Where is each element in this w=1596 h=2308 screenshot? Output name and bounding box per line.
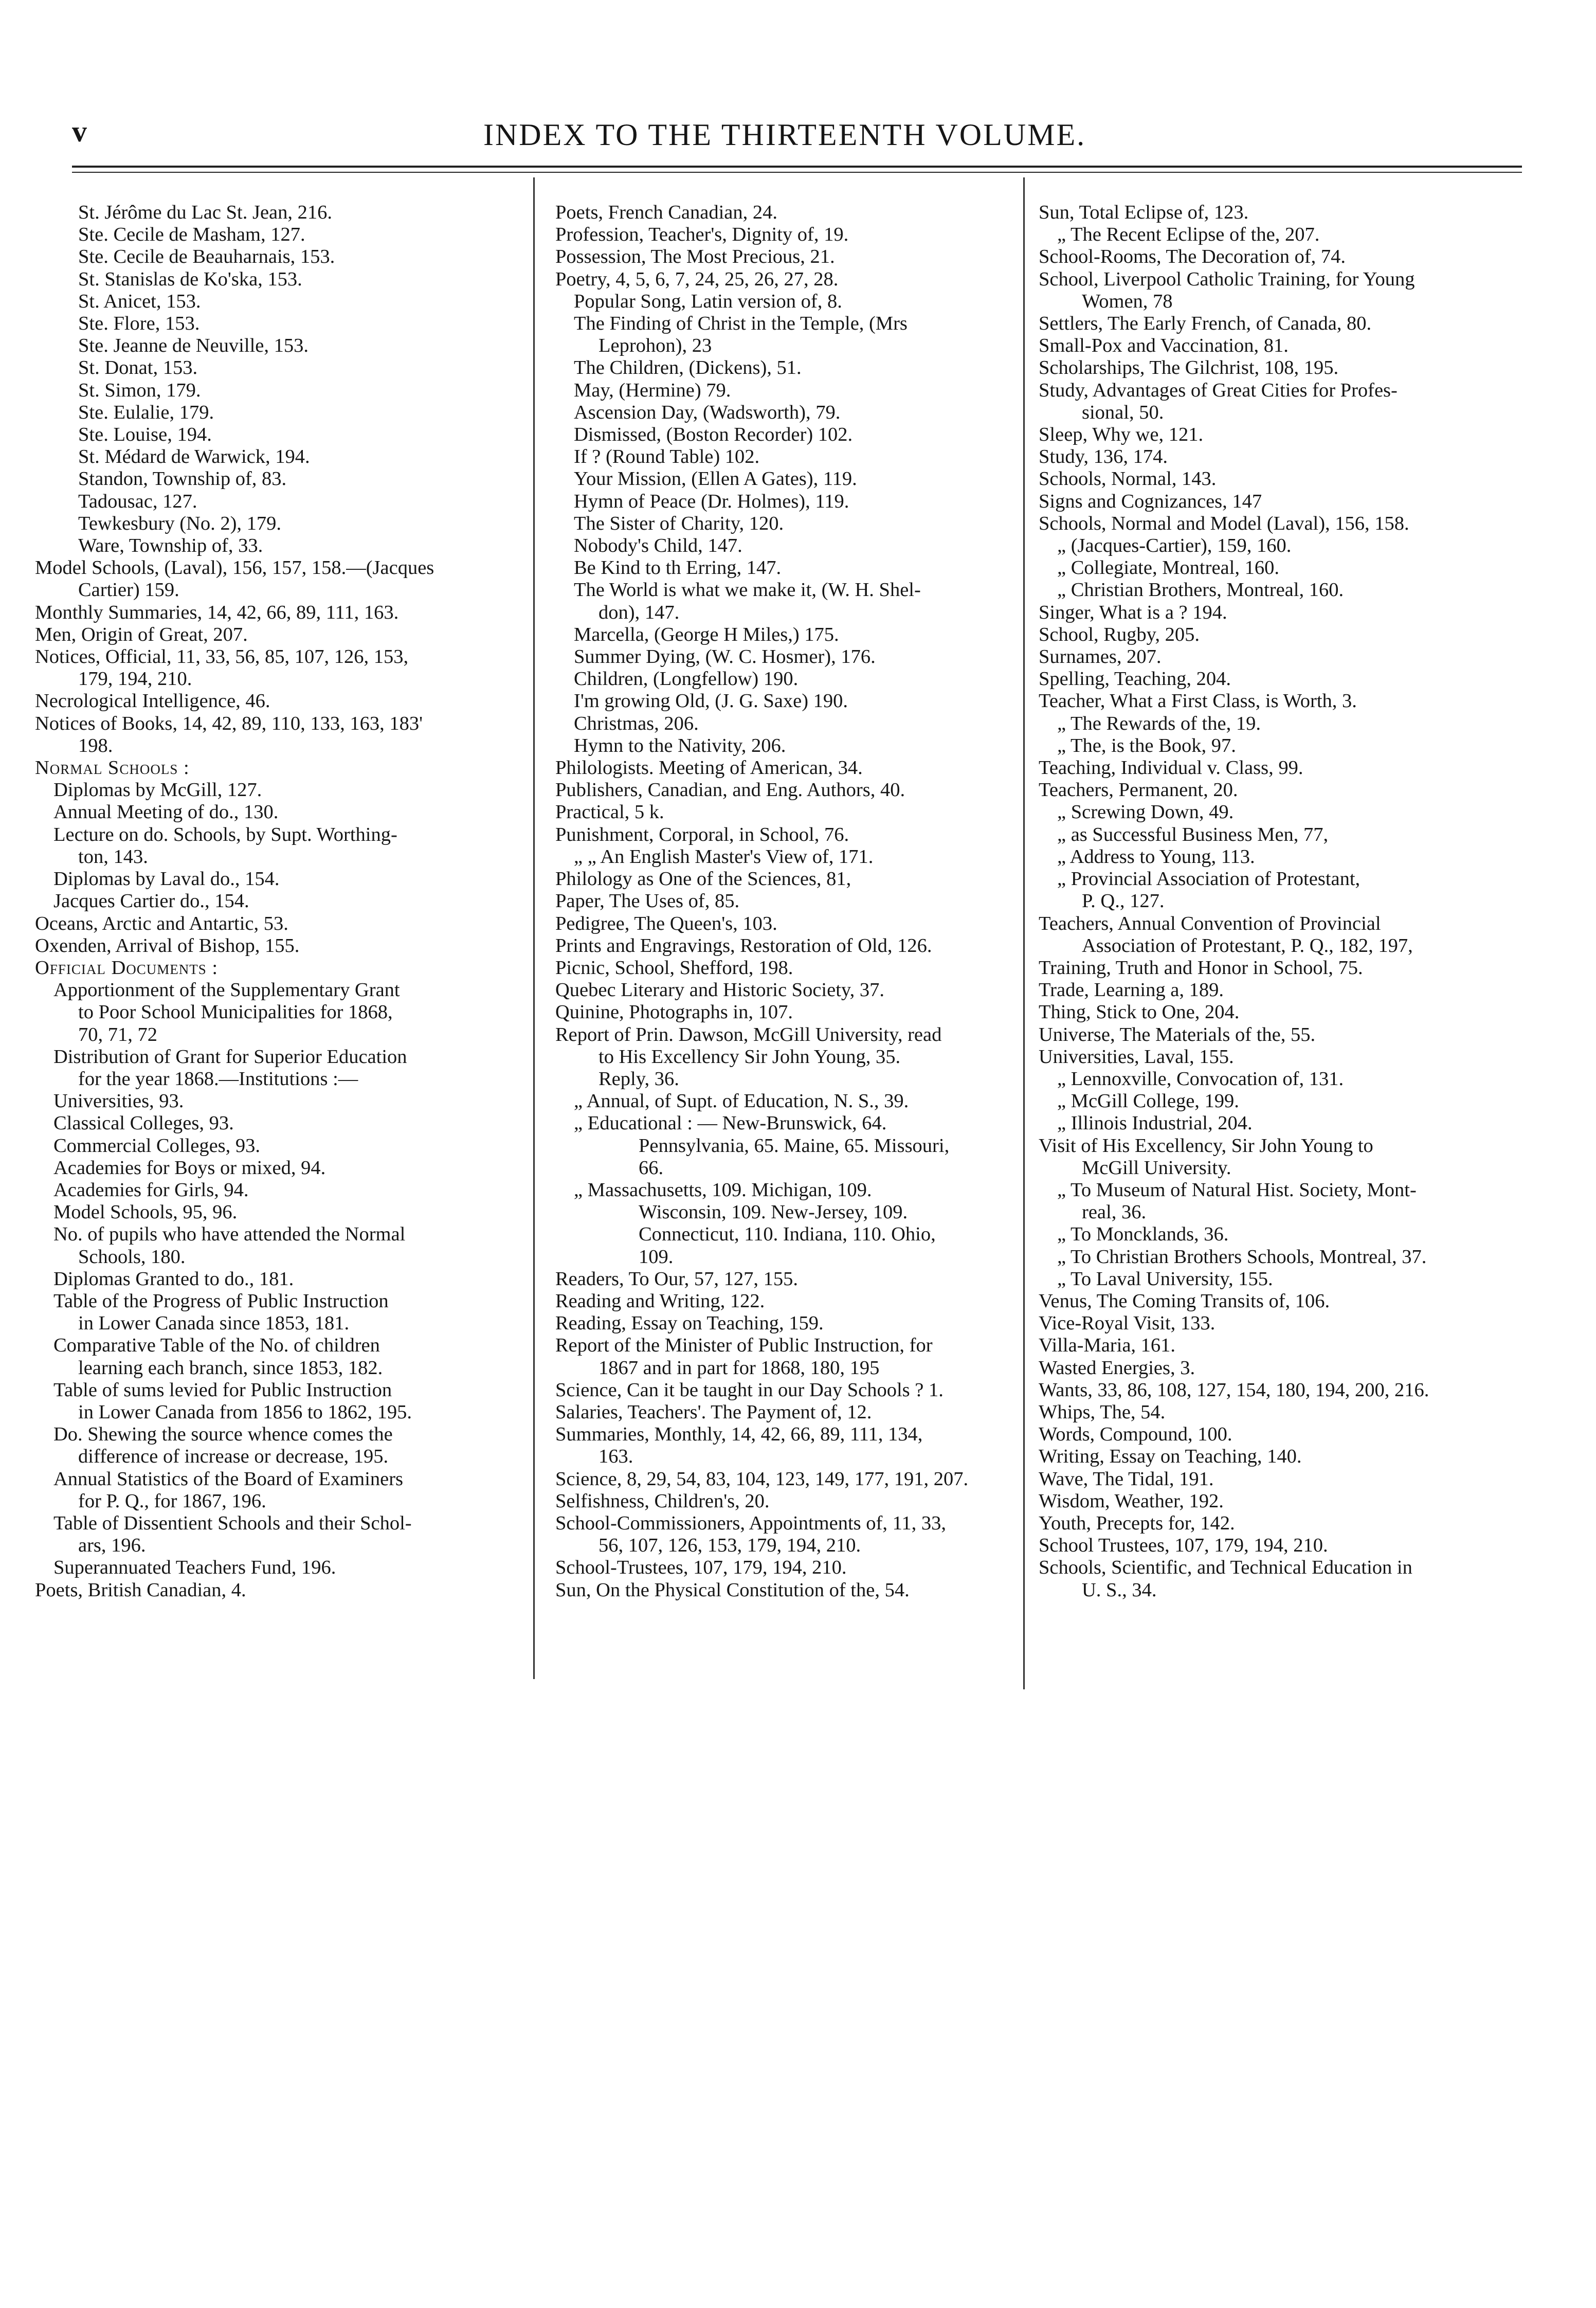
index-entry: Necrological Intelligence, 46. [35,690,270,712]
index-entry: Christmas, 206. [574,712,699,734]
index-entry: Annual Statistics of the Board of Examiners [53,1468,404,1490]
index-entry: Report of Prin. Dawson, McGill University, read [555,1023,942,1045]
index-entry: „ Provincial Association of Protestant, [1057,868,1361,890]
index-entry: Sun, Total Eclipse of, 123. [1039,202,1249,223]
column-divider [533,177,535,1679]
index-entry: „ To Museum of Natural Hist. Society, Mont- [1057,1179,1417,1201]
index-entry: Commercial Colleges, 93. [53,1134,261,1157]
index-entry: difference of increase or decrease, 195. [78,1446,389,1468]
index-entry: St. Simon, 179. [78,379,201,401]
index-entry: Philology as One of the Sciences, 81, [555,868,851,890]
index-entry: Salaries, Teachers'. The Payment of, 12. [555,1401,872,1423]
index-entry: Notices, Official, 11, 33, 56, 85, 107, 126, 153, [35,646,409,668]
index-entry: 66. [639,1157,664,1179]
index-entry: Academies for Girls, 94. [53,1179,249,1201]
index-entry: Words, Compound, 100. [1039,1423,1232,1446]
index-entry: Teachers, Annual Convention of Provincial [1039,912,1381,934]
index-entry: Picnic, School, Shefford, 198. [555,957,793,979]
index-entry: St. Anicet, 153. [78,290,201,312]
index-entry: ton, 143. [78,845,148,868]
index-entry: Punishment, Corporal, in School, 76. [555,823,849,845]
index-entry: Annual Meeting of do., 130. [53,801,279,823]
index-entry: Writing, Essay on Teaching, 140. [1039,1446,1302,1468]
index-entry: Ste. Cecile de Masham, 127. [78,224,305,246]
index-entry: Wave, The Tidal, 191. [1039,1468,1214,1490]
index-entry: Whips, The, 54. [1039,1401,1166,1423]
index-entry: Table of Dissentient Schools and their Schol- [53,1512,412,1534]
index-entry: 1867 and in part for 1868, 180, 195 [598,1357,880,1379]
index-entry: Jacques Cartier do., 154. [53,890,249,912]
index-entry: Teachers, Permanent, 20. [1039,779,1238,801]
index-entry: real, 36. [1082,1201,1147,1223]
page-title: INDEX TO THE THIRTEENTH VOLUME. [483,118,1086,152]
index-entry: Monthly Summaries, 14, 42, 66, 89, 111, 163. [35,601,399,623]
index-entry: Possession, The Most Precious, 21. [555,246,835,268]
index-entry: Readers, To Our, 57, 127, 155. [555,1268,798,1290]
index-entry: 198. [78,734,113,756]
index-entry: Oceans, Arctic and Antartic, 53. [35,912,288,934]
index-entry: Marcella, (George H Miles,) 175. [574,623,839,645]
index-entry: 70, 71, 72 [78,1023,157,1045]
index-entry: ars, 196. [78,1535,146,1557]
index-entry: Connecticut, 110. Indiana, 110. Ohio, [639,1223,936,1246]
index-entry: Diplomas by Laval do., 154. [53,868,280,890]
index-entry: Ste. Eulalie, 179. [78,401,214,423]
index-entry: 56, 107, 126, 153, 179, 194, 210. [598,1535,861,1557]
index-entry: I'm growing Old, (J. G. Saxe) 190. [574,690,848,712]
index-entry: Prints and Engravings, Restoration of Old, 126. [555,934,932,957]
index-entry: The World is what we make it, (W. H. Shel- [574,579,921,601]
index-entry: in Lower Canada from 1856 to 1862, 195. [78,1401,412,1423]
index-entry: Universities, Laval, 155. [1039,1045,1234,1068]
index-entry: „ Annual, of Supt. of Education, N. S., 39. [574,1090,909,1112]
index-entry: Hymn of Peace (Dr. Holmes), 119. [574,490,849,512]
index-entry: Publishers, Canadian, and Eng. Authors, 40. [555,779,905,801]
index-entry: Poets, French Canadian, 24. [555,202,777,223]
index-entry: Teaching, Individual v. Class, 99. [1039,757,1303,779]
index-entry: Cartier) 159. [78,579,179,601]
index-entry: Standon, Township of, 83. [78,468,287,490]
header-rule [72,166,1522,168]
index-entry: Pedigree, The Queen's, 103. [555,912,777,934]
index-entry: The Children, (Dickens), 51. [574,357,802,379]
index-entry: Singer, What is a ? 194. [1039,601,1227,623]
index-entry: Venus, The Coming Transits of, 106. [1039,1290,1330,1312]
index-entry: Diplomas Granted to do., 181. [53,1268,294,1290]
index-entry: If ? (Round Table) 102. [574,446,760,468]
index-entry: Selfishness, Children's, 20. [555,1490,770,1512]
index-entry: School-Rooms, The Decoration of, 74. [1039,246,1346,268]
index-entry: Settlers, The Early French, of Canada, 80. [1039,313,1372,335]
index-entry: „ „ An English Master's View of, 171. [574,845,874,868]
index-entry: Teacher, What a First Class, is Worth, 3. [1039,690,1357,712]
header-rule-thin [72,172,1522,173]
index-entry: Comparative Table of the No. of children [53,1335,380,1357]
index-entry: Schools, Scientific, and Technical Education in [1039,1557,1412,1579]
index-entry: Hymn to the Nativity, 206. [574,734,786,756]
index-entry: Reading, Essay on Teaching, 159. [555,1312,824,1335]
index-entry: „ Screwing Down, 49. [1057,801,1234,823]
index-entry: Science, 8, 29, 54, 83, 104, 123, 149, 177, 191, 207. [555,1468,969,1490]
index-entry: P. Q., 127. [1082,890,1165,912]
index-entry: Superannuated Teachers Fund, 196. [53,1557,336,1579]
index-entry: „ To Christian Brothers Schools, Montreal, 37. [1057,1246,1427,1268]
index-entry: Reading and Writing, 122. [555,1290,765,1312]
index-entry: Villa-Maria, 161. [1039,1335,1176,1357]
index-entry: „ Collegiate, Montreal, 160. [1057,557,1279,579]
index-entry: McGill University. [1082,1157,1231,1179]
index-entry: Ste. Cecile de Beauharnais, 153. [78,246,335,268]
index-entry: School, Liverpool Catholic Training, for Young [1039,268,1415,290]
index-entry: Ste. Flore, 153. [78,313,200,335]
index-entry: Men, Origin of Great, 207. [35,623,248,645]
index-entry: Training, Truth and Honor in School, 75. [1039,957,1363,979]
index-entry: The Sister of Charity, 120. [574,512,784,534]
column-divider [1023,177,1025,1689]
index-entry: Sleep, Why we, 121. [1039,424,1204,446]
index-entry: Surnames, 207. [1039,646,1162,668]
index-entry: U. S., 34. [1082,1579,1157,1601]
index-entry: Wisconsin, 109. New-Jersey, 109. [639,1201,908,1223]
index-entry: Reply, 36. [598,1068,679,1090]
index-entry: Tadousac, 127. [78,490,197,512]
index-entry: „ McGill College, 199. [1057,1090,1239,1112]
index-entry: Table of the Progress of Public Instruction [53,1290,389,1312]
index-entry: sional, 50. [1082,401,1164,423]
index-entry: „ (Jacques-Cartier), 159, 160. [1057,535,1292,557]
index-entry: „ Lennoxville, Convocation of, 131. [1057,1068,1344,1090]
index-entry: Visit of His Excellency, Sir John Young to [1039,1134,1373,1157]
index-entry: Universe, The Materials of the, 55. [1039,1023,1316,1045]
index-entry: Thing, Stick to One, 204. [1039,1001,1240,1023]
index-entry: Report of the Minister of Public Instruction, for [555,1335,933,1357]
index-entry: Do. Shewing the source whence comes the [53,1423,393,1446]
index-entry: School Trustees, 107, 179, 194, 210. [1039,1535,1328,1557]
index-entry: Schools, Normal and Model (Laval), 156, 158. [1039,512,1409,534]
index-entry: Schools, 180. [78,1246,186,1268]
index-entry: Ste. Jeanne de Neuville, 153. [78,335,309,357]
index-entry: 109. [639,1246,674,1268]
index-entry: Poets, British Canadian, 4. [35,1579,246,1601]
index-entry: Distribution of Grant for Superior Education [53,1045,407,1068]
index-entry: to Poor School Municipalities for 1868, [78,1001,393,1023]
index-entry: Study, 136, 174. [1039,446,1168,468]
index-entry: Trade, Learning a, 189. [1039,979,1224,1001]
index-entry: Be Kind to th Erring, 147. [574,557,782,579]
index-entry: Small-Pox and Vaccination, 81. [1039,335,1289,357]
index-column-2 [555,202,1028,1601]
index-entry: „ Address to Young, 113. [1057,845,1255,868]
index-entry: 163. [598,1446,633,1468]
index-entry: „ The Rewards of the, 19. [1057,712,1261,734]
index-entry: „ The Recent Eclipse of the, 207. [1057,224,1320,246]
index-entry: Academies for Boys or mixed, 94. [53,1157,326,1179]
index-entry: Ascension Day, (Wadsworth), 79. [574,401,841,423]
index-entry: for P. Q., for 1867, 196. [78,1490,266,1512]
index-entry: „ Massachusetts, 109. Michigan, 109. [574,1179,872,1201]
index-entry: Popular Song, Latin version of, 8. [574,290,842,312]
index-entry: „ To Laval University, 155. [1057,1268,1273,1290]
index-entry: Practical, 5 k. [555,801,664,823]
index-entry: Schools, Normal, 143. [1039,468,1217,490]
index-entry: The Finding of Christ in the Temple, (Mrs [574,313,908,335]
index-entry: Apportionment of the Supplementary Grant [53,979,400,1001]
index-entry: for the year 1868.—Institutions :— [78,1068,358,1090]
index-entry: Leprohon), 23 [598,335,712,357]
index-entry: learning each branch, since 1853, 182. [78,1357,383,1379]
index-entry: Scholarships, The Gilchrist, 108, 195. [1039,357,1339,379]
index-entry: „ To Moncklands, 36. [1057,1223,1229,1246]
index-entry: Signs and Cognizances, 147 [1039,490,1262,512]
index-entry: Spelling, Teaching, 204. [1039,668,1231,690]
index-entry: Sun, On the Physical Constitution of the, 54. [555,1579,910,1601]
index-section-heading: Normal Schools : [35,757,190,779]
index-entry: Poetry, 4, 5, 6, 7, 24, 25, 26, 27, 28. [555,268,839,290]
index-entry: Association of Protestant, P. Q., 182, 197, [1082,934,1413,957]
index-entry: Dismissed, (Boston Recorder) 102. [574,424,853,446]
index-entry: Youth, Precepts for, 142. [1039,1512,1235,1534]
index-entry: „ Christian Brothers, Montreal, 160. [1057,579,1344,601]
index-entry: Study, Advantages of Great Cities for Profes- [1039,379,1398,401]
index-entry: „ The, is the Book, 97. [1057,734,1236,756]
index-entry: Nobody's Child, 147. [574,535,742,557]
index-entry: Vice-Royal Visit, 133. [1039,1312,1216,1335]
index-entry: Paper, The Uses of, 85. [555,890,740,912]
index-entry: School-Commissioners, Appointments of, 11, 33, [555,1512,947,1534]
index-entry: in Lower Canada since 1853, 181. [78,1312,350,1335]
index-entry: School, Rugby, 205. [1039,623,1200,645]
page-header [0,0,1596,170]
index-entry: Tewkesbury (No. 2), 179. [78,512,282,534]
index-entry: Profession, Teacher's, Dignity of, 19. [555,224,849,246]
index-entry: „ Educational : — New-Brunswick, 64. [574,1112,887,1134]
index-entry: Universities, 93. [53,1090,184,1112]
index-column-3 [1039,202,1532,1601]
index-entry: Quebec Literary and Historic Society, 37. [555,979,885,1001]
index-entry: Table of sums levied for Public Instruction [53,1379,392,1401]
index-entry: No. of pupils who have attended the Normal [53,1223,406,1246]
index-entry: „ Illinois Industrial, 204. [1057,1112,1253,1134]
index-entry: Diplomas by McGill, 127. [53,779,262,801]
index-entry: May, (Hermine) 79. [574,379,731,401]
index-entry: St. Jérôme du Lac St. Jean, 216. [78,202,332,223]
index-entry: Quinine, Photographs in, 107. [555,1001,793,1023]
index-entry: Lecture on do. Schools, by Supt. Worthing- [53,823,397,845]
index-entry: Pennsylvania, 65. Maine, 65. Missouri, [639,1134,950,1157]
index-entry: Women, 78 [1082,290,1173,312]
index-entry: Philologists. Meeting of American, 34. [555,757,863,779]
index-entry: Science, Can it be taught in our Day Schools ? 1. [555,1379,944,1401]
index-entry: „ as Successful Business Men, 77, [1057,823,1329,845]
index-entry: Summaries, Monthly, 14, 42, 66, 89, 111, 134, [555,1423,923,1446]
index-entry: St. Médard de Warwick, 194. [78,446,310,468]
index-entry: Notices of Books, 14, 42, 89, 110, 133, 163, 183' [35,712,423,734]
index-entry: School-Trustees, 107, 179, 194, 210. [555,1557,847,1579]
index-entry: Your Mission, (Ellen A Gates), 119. [574,468,857,490]
index-entry: Classical Colleges, 93. [53,1112,234,1134]
page-number: v [72,115,87,148]
index-entry: Wasted Energies, 3. [1039,1357,1195,1379]
index-entry: Model Schools, 95, 96. [53,1201,238,1223]
index-entry: Summer Dying, (W. C. Hosmer), 176. [574,646,876,668]
index-entry: 179, 194, 210. [78,668,192,690]
index-entry: Children, (Longfellow) 190. [574,668,799,690]
index-entry: Oxenden, Arrival of Bishop, 155. [35,934,300,957]
index-column-1 [35,202,549,1601]
index-entry: Wisdom, Weather, 192. [1039,1490,1224,1512]
index-entry: Wants, 33, 86, 108, 127, 154, 180, 194, 200, 216. [1039,1379,1429,1401]
index-entry: St. Donat, 153. [78,357,198,379]
index-entry: don), 147. [598,601,680,623]
index-entry: Ware, Township of, 33. [78,535,263,557]
index-entry: St. Stanislas de Ko'ska, 153. [78,268,302,290]
index-section-heading: Official Documents : [35,957,219,979]
index-entry: Model Schools, (Laval), 156, 157, 158.—(Jacques [35,557,434,579]
index-entry: Ste. Louise, 194. [78,424,212,446]
index-entry: to His Excellency Sir John Young, 35. [598,1045,901,1068]
